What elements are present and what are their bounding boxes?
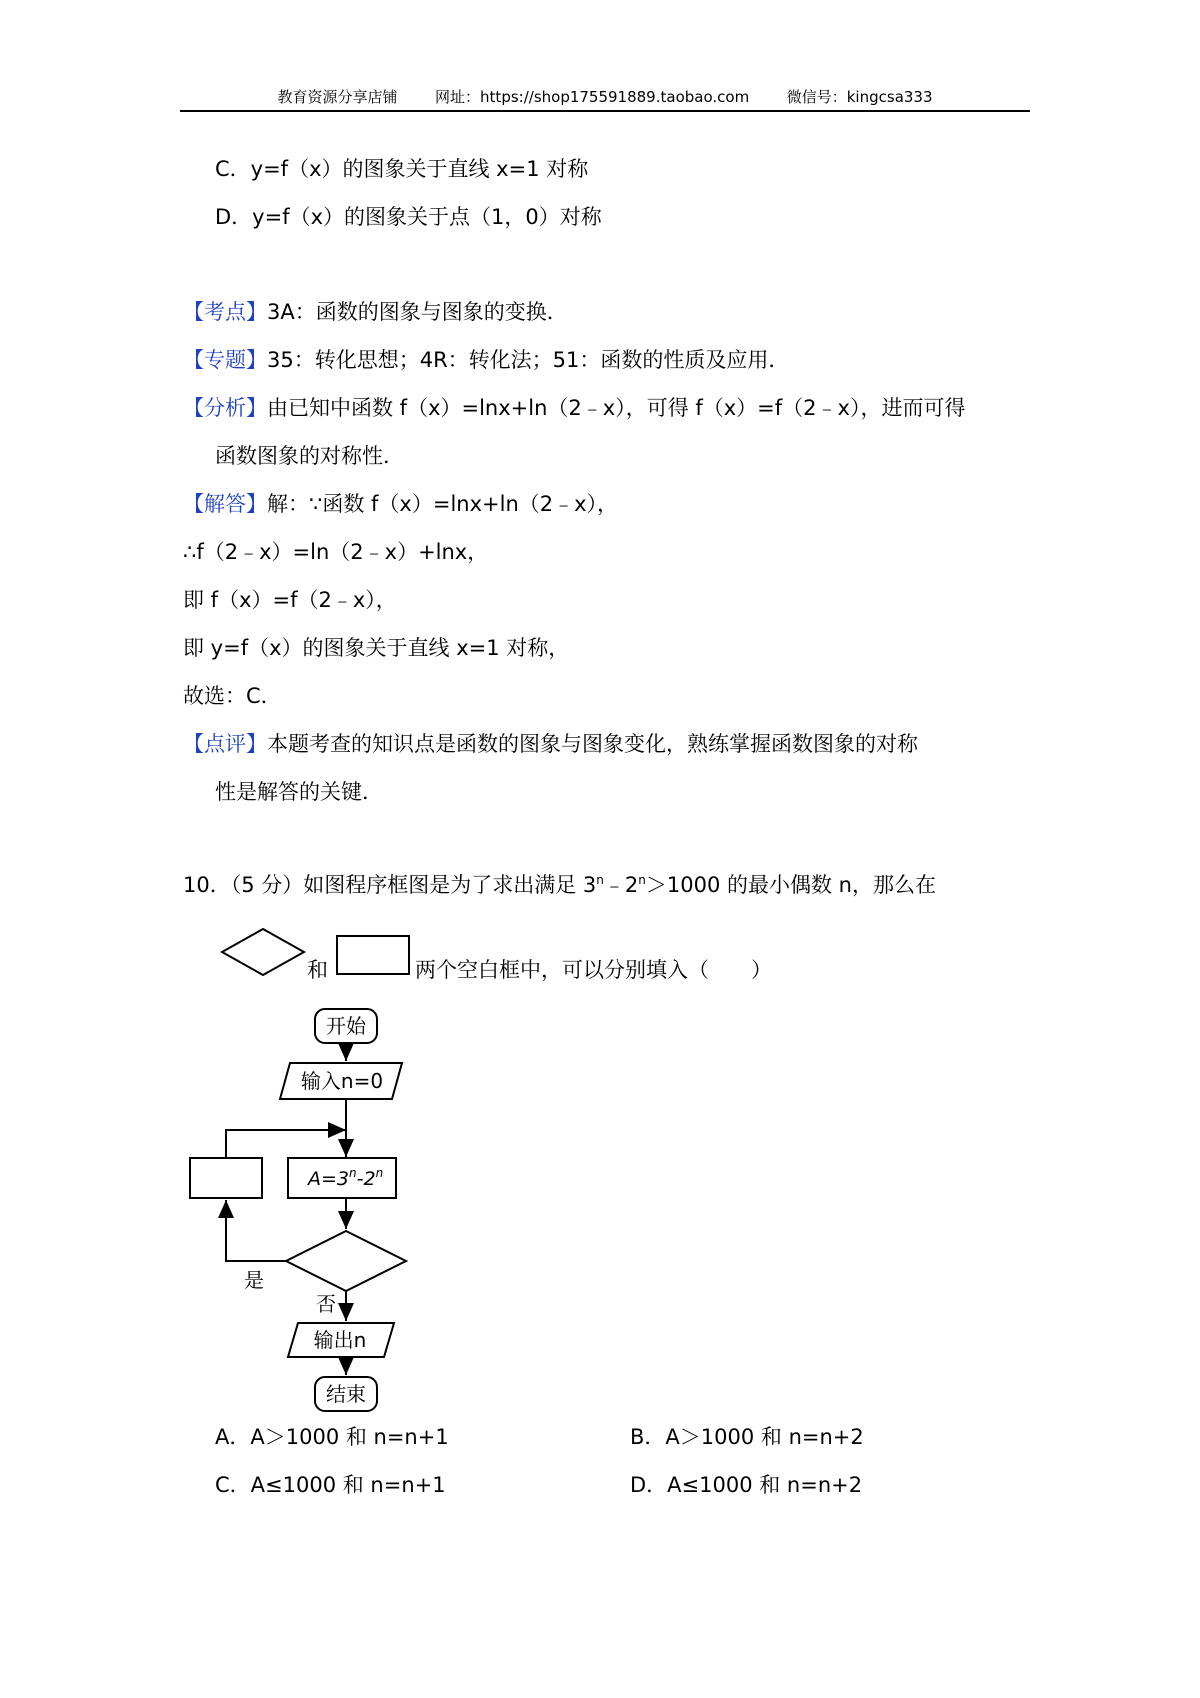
solution-step-1: ∴f（2﹣x）=ln（2﹣x）+lnx， [183, 540, 489, 564]
rectangle-blank-icon [335, 934, 415, 978]
solution-answer: 故选：C． [183, 684, 282, 708]
jieda-row [183, 489, 618, 519]
flow-input-node [280, 1063, 402, 1099]
flow-assign-label: $A=3^n-2^n$ [308, 1166, 384, 1190]
fenxi-tag: 【分析】 [183, 396, 267, 420]
flow-start-label: 开始 [326, 1014, 366, 1038]
shop-name: 教育资源分享店铺 [277, 88, 398, 106]
flowchart [180, 1005, 420, 1415]
option-b: B．A＞1000 和 n=n+2 [630, 1425, 864, 1449]
flow-input-label: 输入n=0 [300, 1069, 384, 1093]
question-sup-n2: n [638, 873, 646, 887]
wechat-id: 微信号：kingcsa333 [786, 88, 933, 106]
zhuanti-text: 35：转化思想；4R：转化法；51：函数的性质及应用． [267, 348, 790, 372]
option-a: A．A＞1000 和 n=n+1 [215, 1425, 449, 1449]
dianping-row [183, 729, 918, 759]
kaodian-row [183, 297, 568, 327]
fenxi-row [183, 393, 965, 423]
flow-start-node [315, 1009, 377, 1043]
option-c: C．A≤1000 和 n=n+1 [215, 1473, 446, 1497]
jieda-text: 解：∵函数 f（x）=lnx+ln（2﹣x）， [267, 492, 619, 516]
zhuanti-row [183, 345, 789, 375]
question-stem-a: 10．（5 分）如图程序框图是为了求出满足 3 [183, 873, 597, 897]
fenxi-text-1: 由已知中函数 f（x）=lnx+ln（2﹣x），可得 f（x）=f（2﹣x），进而可得 [267, 396, 966, 420]
dianping-text-1: 本题考查的知识点是函数的图象与图象变化，熟练掌握函数图象的对称 [267, 732, 918, 756]
question-stem-c: ＞1000 的最小偶数 n，那么在 [645, 873, 936, 897]
solution-step-2: 即 f（x）=f（2﹣x）， [183, 588, 397, 612]
kaodian-text: 3A：函数的图象与图象的变换． [267, 300, 568, 324]
jieda-tag: 【解答】 [183, 492, 267, 516]
question-stem [183, 870, 936, 900]
dianping-text-2: 性是解答的关键． [215, 780, 383, 804]
flow-end-node [315, 1377, 377, 1411]
shop-url: 网址：https://shop175591889.taobao.com [435, 88, 750, 106]
kaodian-tag: 【考点】 [183, 300, 267, 324]
question-stem-b: ﹣2 [603, 873, 639, 897]
zhuanti-tag: 【专题】 [183, 348, 267, 372]
fenxi-text-2: 函数图象的对称性． [215, 444, 404, 468]
dianping-tag: 【点评】 [183, 732, 267, 756]
flow-yes-label: 是 [244, 1268, 264, 1292]
question-sup-n1: n [596, 873, 604, 887]
flow-assign-node [288, 1158, 396, 1198]
flow-no-label: 否 [316, 1292, 336, 1316]
option-d: D．A≤1000 和 n=n+2 [630, 1473, 863, 1497]
page-header [180, 86, 1030, 112]
flow-end-label: 结束 [326, 1382, 366, 1406]
and-word: 和 [307, 958, 328, 982]
flow-decision-node [286, 1231, 406, 1291]
solution-step-3: 即 y=f（x）的图象关于直线 x=1 对称， [183, 636, 570, 660]
flow-output-label: 输出n [313, 1328, 367, 1352]
flow-output-node [288, 1323, 394, 1357]
diamond-blank-icon [218, 925, 308, 985]
flow-blank-process [190, 1158, 262, 1198]
blank-box-text: 两个空白框中，可以分别填入（ ） [415, 958, 772, 982]
prev-option-c: C．y=f（x）的图象关于直线 x=1 对称 [215, 157, 589, 181]
prev-option-d: D．y=f（x）的图象关于点（1，0）对称 [215, 205, 602, 229]
